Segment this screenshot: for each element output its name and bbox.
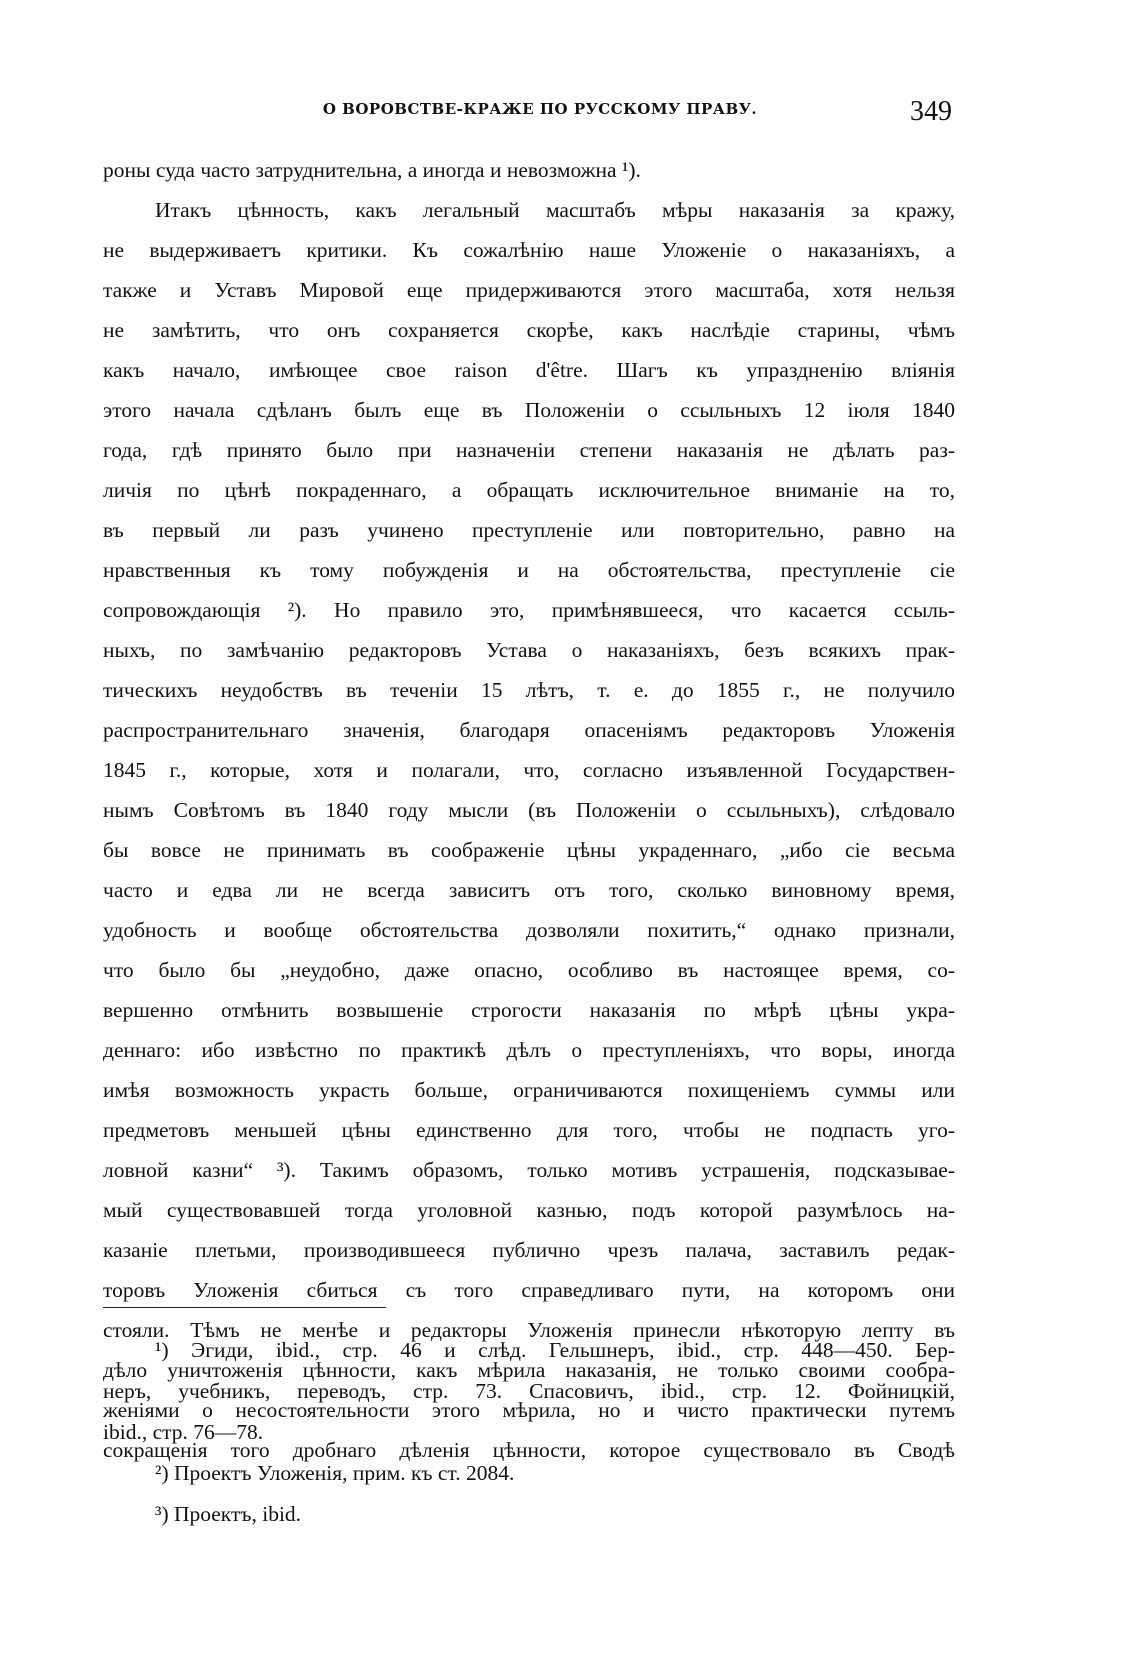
text-line: тическихъ неудобствъ въ теченіи 15 лѣтъ, т. е. до 1855 г., не получило: [103, 678, 955, 702]
footnote-line: ³) Проектъ, ibid.: [155, 1502, 302, 1526]
text-line: удобность и вообще обстоятельства дозволяли похитить,“ однако признали,: [103, 918, 955, 942]
footnote-line: ibid., стр. 76—78.: [103, 1420, 264, 1444]
text-line: года, гдѣ принято было при назначеніи степени наказанія не дѣлать раз-: [103, 438, 955, 462]
text-line: Итакъ цѣнность, какъ легальный масштабъ мѣры наказанія за кражу,: [155, 198, 955, 222]
text-line: не выдерживаетъ критики. Къ сожалѣнію наше Уложеніе о наказаніяхъ, а: [103, 238, 955, 262]
text-line: распространительнаго значенія, благодаря опасеніямъ редакторовъ Уложенія: [103, 718, 955, 742]
page-number: 349: [910, 96, 952, 127]
text-line: ловной казни“ ³). Такимъ образомъ, только мотивъ устрашенія, подсказывае-: [103, 1158, 955, 1182]
footnote-line: неръ, учебникъ, переводъ, стр. 73. Спасовичъ, ibid., стр. 12. Фойницкій,: [103, 1379, 955, 1403]
text-line: казаніе плетьми, производившееся публично чрезъ палача, заставилъ редак-: [103, 1238, 955, 1262]
text-line: въ первый ли разъ учинено преступленіе или повторительно, равно на: [103, 518, 955, 542]
text-line: торовъ Уложенія сбиться съ того справедливаго пути, на которомъ они: [103, 1278, 955, 1302]
text-line: также и Уставъ Мировой еще придерживаются этого масштаба, хотя нельзя: [103, 278, 955, 302]
text-line: дѣло уничтоженія цѣнности, какъ мѣрила наказанія, не только своими сообра-: [103, 1358, 955, 1382]
text-line: 1845 г., которые, хотя и полагали, что, согласно изъявленной Государствен-: [103, 758, 955, 782]
running-title: О ВОРОВСТВЕ-КРАЖЕ ПО РУССКОМУ ПРАВУ.: [322, 100, 758, 118]
text-line: имѣя возможность украсть больше, ограничиваются похищеніемъ суммы или: [103, 1078, 955, 1102]
text-line: какъ начало, имѣющее свое raison d'être. Шагъ къ упраздненію вліянія: [103, 358, 955, 382]
text-line: женіями о несостоятельности этого мѣрила, но и чисто практически путемъ: [103, 1398, 955, 1422]
text-line: часто и едва ли не всегда зависитъ отъ того, сколько виновному время,: [103, 878, 955, 902]
text-line: предметовъ меньшей цѣны единственно для того, чтобы не подпасть уго-: [103, 1118, 955, 1142]
footnote-line: ¹) Эгиди, ibid., стр. 46 и слѣд. Гельшнеръ, ibid., стр. 448—450. Бер-: [155, 1338, 955, 1362]
text-line: вершенно отмѣнить возвышеніе строгости наказанія по мѣрѣ цѣны укра-: [103, 998, 955, 1022]
footnotes: [103, 1330, 955, 1535]
text-line: сокращенія того дробнаго дѣленія цѣнности, которое существовало въ Сводѣ: [103, 1438, 955, 1462]
text-line: не замѣтить, что онъ сохраняется скорѣе, какъ наслѣдіе старины, чѣмъ: [103, 318, 955, 342]
text-line: сопровождающія ²). Но правило это, примѣнявшееся, что касается ссыль-: [103, 598, 955, 622]
text-line: роны суда часто затруднительна, а иногда и невозможна ¹).: [103, 158, 641, 182]
text-line: нравственныя къ тому побужденія и на обстоятельства, преступленіе сіе: [103, 558, 955, 582]
text-line: бы вовсе не принимать въ соображеніе цѣны украденнаго, „ибо сіе весьма: [103, 838, 955, 862]
text-line: нымъ Совѣтомъ въ 1840 году мысли (въ Положеніи о ссыльныхъ), слѣдовало: [103, 798, 955, 822]
text-line: ныхъ, по замѣчанію редакторовъ Устава о наказаніяхъ, безъ всякихъ прак-: [103, 638, 955, 662]
footnote-line: ²) Проектъ Уложенія, прим. къ ст. 2084.: [155, 1461, 515, 1485]
text-line: что было бы „неудобно, даже опасно, особливо въ настоящее время, со-: [103, 958, 955, 982]
main-text: [103, 150, 955, 1470]
footnote-divider: [103, 1307, 386, 1308]
text-line: стояли. Тѣмъ не менѣе и редакторы Уложенія принесли нѣкоторую лепту въ: [103, 1318, 955, 1342]
text-line: деннаго: ибо извѣстно по практикѣ дѣлъ о преступленіяхъ, что воры, иногда: [103, 1038, 955, 1062]
text-line: личія по цѣнѣ покраденнаго, а обращать исключительное вниманіе на то,: [103, 478, 955, 502]
text-line: этого начала сдѣланъ былъ еще въ Положеніи о ссыльныхъ 12 іюля 1840: [103, 398, 955, 422]
text-line: мый существовавшей тогда уголовной казнью, подъ которой разумѣлось на-: [103, 1198, 955, 1222]
